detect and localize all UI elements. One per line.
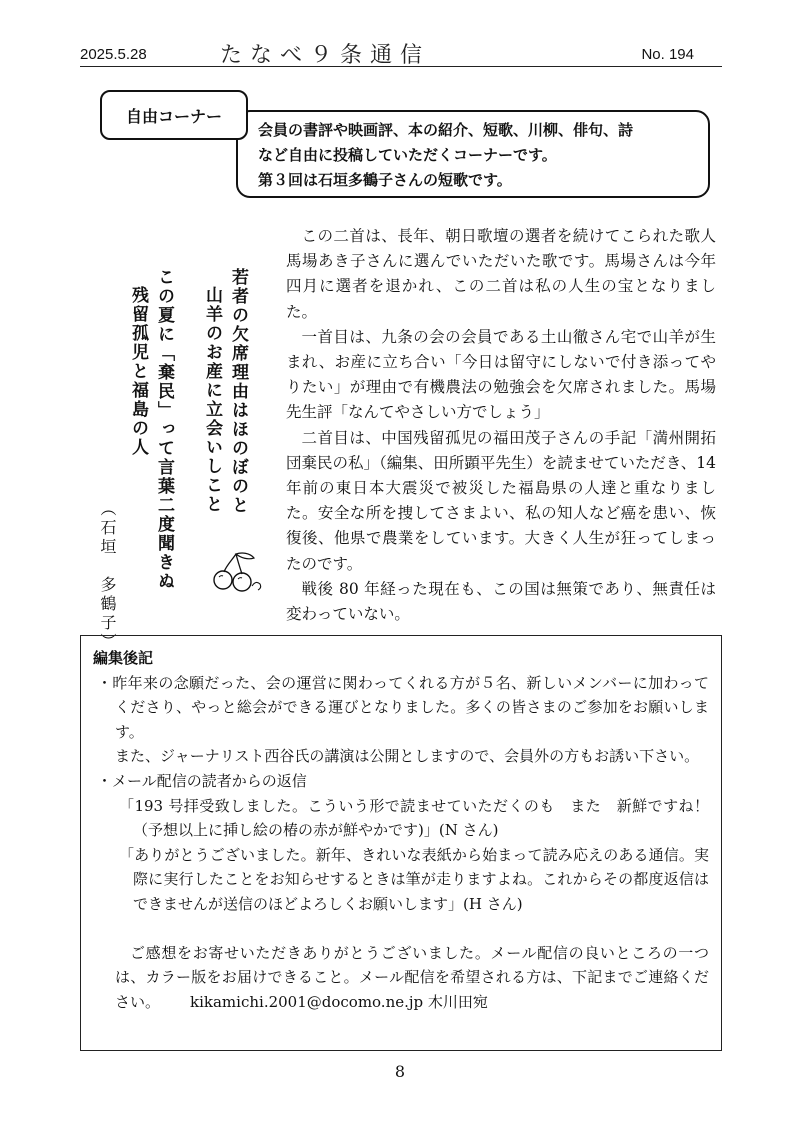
- corner-line: など自由に投稿していただくコーナーです。: [258, 146, 557, 164]
- contact-name: 木川田宛: [427, 992, 488, 1011]
- issue-number: No. 194: [641, 46, 694, 63]
- corner-label-tab: [100, 90, 248, 140]
- contact-email[interactable]: kikamichi.2001@docomo.ne.jp: [190, 992, 424, 1011]
- corner-line: 第３回は石垣多鶴子さんの短歌です。: [258, 171, 512, 189]
- reader-reply-quote: 「193 号拝受致しました。こういう形で読ませていただくのも また 新鮮ですね！（予想以上に挿し絵の椿の赤が鮮やかです)」(N さん): [119, 796, 709, 840]
- newsletter-title: たなべ９条通信: [220, 43, 431, 68]
- essay-paragraph: 二首目は、中国残留孤児の福田茂子さんの手記「満州開拓団棄民の私」（編集、田所顕平先生）を読ませていただき、14年前の東日本大震災で被災した福島県の人達と重なりました。安全な所を捜してさまよい、私の知人など癌を患い、恢復後、他県で農業をしています。大きく人生が狂ってしまったのです。: [286, 428, 716, 573]
- postscript-closing: [93, 941, 709, 1015]
- tanka-commentary: [286, 224, 716, 627]
- tanka-author: （石垣 多鶴子）: [98, 500, 117, 652]
- cherry-illustration-icon: [210, 550, 266, 594]
- essay-paragraph: この二首は、長年、朝日歌壇の選者を続けてこられた歌人馬場あき子さんに選んでいただいた歌です。馬場さんは今年四月に選者を退かれ、この二首は私の人生の宝となりました。: [286, 227, 716, 321]
- newsletter-header: [80, 44, 722, 67]
- essay-paragraph: 一首目は、九条の会の会員である土山徹さん宅で山羊が生まれ、お産に立ち合い「今日は留守にしないで付き添ってやりたい」が理由で有機農法の勉強会を欠席されました。馬場先生評「なんてやさしい方でしょう」: [286, 327, 716, 422]
- tanka-2-line-2: 残留孤児と福島の人: [128, 286, 148, 457]
- reader-reply-quote: 「ありがとうございました。新年、きれいな表紙から始まって読み応えのある通信。実際に実行したことをお知らせするときは筆が走りますよね。これからその都度返信はできませんが送信のほどよろしくお願いします」(H さん): [119, 845, 709, 913]
- page-number: 8: [394, 1062, 406, 1081]
- closing-text: ご感想をお寄せいただきありがとうございました。メール配信の良いところの一つは、カラー版をお届けできること。メール配信を希望される方は、下記までご連絡ください。: [115, 943, 709, 1011]
- tanka-1-line-1: 若者の欠席理由はほのぼのと: [228, 268, 248, 515]
- corner-label: 自由コーナー: [125, 106, 222, 126]
- tanka-2-line-1: この夏に「棄民」って言葉二度聞きぬ: [154, 268, 174, 591]
- postscript-bullet: ・メール配信の読者からの返信: [97, 771, 307, 790]
- postscript-continuation: また、ジャーナリスト西谷氏の講演は公開としますので、会員外の方もお誘い下さい。: [115, 747, 700, 766]
- editors-postscript-box: [80, 635, 722, 1051]
- tanka-1-line-2: 山羊のお産に立会いしこと: [202, 286, 222, 514]
- essay-paragraph: 戦後 80 年経った現在も、この国は無策であり、無責任は変わっていない。: [286, 579, 716, 624]
- corner-description-box: [236, 110, 710, 198]
- corner-line: 会員の書評や映画評、本の紹介、短歌、川柳、俳句、詩: [258, 121, 634, 139]
- issue-date: 2025.5.28: [80, 46, 147, 63]
- postscript-bullet: ・昨年来の念願だった、会の運営に関わってくれる方が５名、新しいメンバーに加わってくださり、やっと総会ができる運びとなりました。多くの皆さまのご参加をお願いします。: [97, 673, 709, 741]
- postscript-heading: 編集後記: [93, 649, 154, 667]
